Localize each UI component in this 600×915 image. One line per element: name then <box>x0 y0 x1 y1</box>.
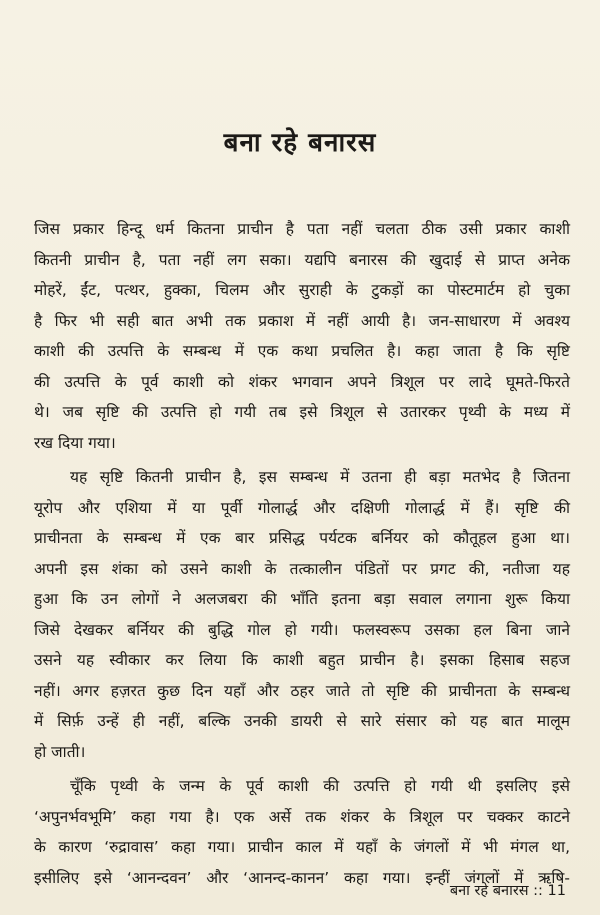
text-line: नहीं। अगर हज़रत कुछ दिन यहाँ और ठहर जाते तो सृष्टि की प्राचीनता के सम्बन्ध <box>34 681 570 700</box>
text-line: मोहरें, ईंट, पत्थर, हुक्का, चिलम और सुराही के टुकड़ों का पोस्टमार्टम हो चुका <box>34 281 570 299</box>
text-line: है फिर भी सही बात अभी तक प्रकाश में नहीं आयी है। जन-साधारण में अवश्य <box>34 311 570 330</box>
paragraph <box>34 771 570 893</box>
text-line: में सिर्फ़ उन्हें ही नहीं, बल्कि उनकी डायरी से सारे संसार को यह बात मालूम <box>34 712 570 730</box>
text-line: अपनी इस शंका को उसने काशी के तत्कालीन पंडितों पर प्रगट की, नतीजा यह <box>34 559 570 578</box>
text-line: यूरोप और एशिया में या पूर्वी गोलार्द्ध और दक्षिणी गोलार्द्ध में हैं। सृष्टि की <box>34 498 570 517</box>
paragraph <box>34 462 570 767</box>
text-line: काशी की उत्पत्ति के सम्बन्ध में एक कथा प्रचलित है। कहा जाता है कि सृष्टि <box>34 342 570 360</box>
text-line: चूँकि पृथ्वी के जन्म के पूर्व काशी की उत्पत्ति हो गयी थी इसलिए इसे <box>70 777 570 795</box>
text-line: हो जाती। <box>34 742 86 761</box>
text-line: जिस प्रकार हिन्दू धर्म कितना प्राचीन है पता नहीं चलता ठीक उसी प्रकार काशी <box>34 220 570 238</box>
text-line: उसने यह स्वीकार कर लिया कि काशी बहुत प्राचीन है। इसका हिसाब सहज <box>34 651 570 669</box>
text-line: के कारण ‘रुद्रावास’ कहा गया। प्राचीन काल में यहाँ के जंगलों में भी मंगल था, <box>34 838 570 856</box>
text-line: रख दिया गया। <box>34 433 116 452</box>
chapter-body <box>34 214 570 897</box>
text-line: प्राचीनता के सम्बन्ध में एक बार प्रसिद्ध पर्यटक बर्नियर को कौतूहल हुआ था। <box>34 529 570 547</box>
text-line: ‘अपुनर्भवभूमि’ कहा गया है। एक अर्से तक शंकर के त्रिशूल पर चक्कर काटने <box>34 807 570 826</box>
text-line: जिसे देखकर बर्नियर की बुद्धि गोल हो गयी। फलस्वरूप उसका हल बिना जाने <box>34 620 570 639</box>
text-line: थे। जब सृष्टि की उत्पत्ति हो गयी तब इसे त्रिशूल से उतारकर पृथ्वी के मध्य में <box>34 403 570 421</box>
text-line: की उत्पत्ति के पूर्व काशी को शंकर भगवान अपने त्रिशूल पर लादे घूमते-फिरते <box>34 372 570 391</box>
text-line: यह सृष्टि कितनी प्राचीन है, इस सम्बन्ध में उतना ही बड़ा मतभेद है जितना <box>70 468 570 486</box>
running-footer-page-number: बना रहे बनारस :: 11 <box>449 883 566 899</box>
text-line: हुआ कि उन लोगों ने अलजबरा की भाँति इतना बड़ा सवाल लगाना शुरू किया <box>34 590 570 608</box>
text-line: इसीलिए इसे ‘आनन्दवन’ और ‘आनन्द-कानन’ कहा गया। इन्हीं जंगलों में ऋषि- <box>34 868 570 887</box>
chapter-title: बना रहे बनारस <box>223 128 377 158</box>
paragraph <box>34 214 570 458</box>
text-line: कितनी प्राचीन है, पता नहीं लग सका। यद्यपि बनारस की खुदाई से प्राप्त अनेक <box>34 250 570 269</box>
